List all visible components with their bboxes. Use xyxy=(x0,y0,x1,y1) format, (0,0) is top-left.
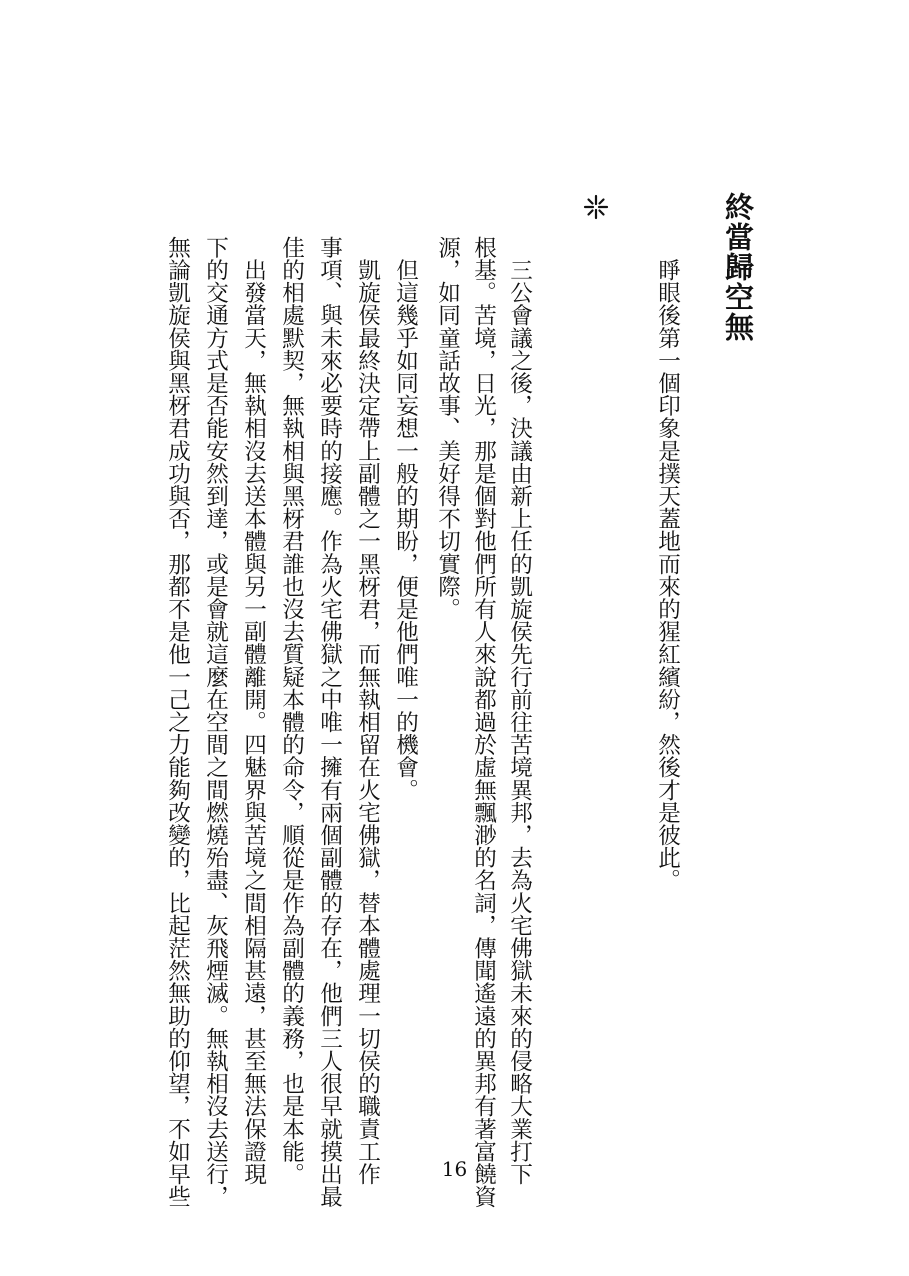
text-column: 睜眼後第一個印象是撲天蓋地而來的猩紅繽紛，然後才是彼此。 xyxy=(654,236,681,892)
text-column: 根基。苦境，日光，那是個對他們所有人來說都過於虛無飄渺的名詞，傳聞遙遠的異邦有著富饒資 xyxy=(470,236,497,1208)
text-column: 三公會議之後，決議由新上任的凱旋侯先行前往苦境異邦，去為火宅佛獄未來的侵略大業打下 xyxy=(506,236,533,1186)
page-number: 16 xyxy=(441,1157,468,1181)
text-column: 下的交通方式是否能安然到達，或是會就這麼在空間之間燃燒殆盡、灰飛煙滅。無執相沒去送行， xyxy=(202,236,229,1208)
text-column: 凱旋侯最終決定帶上副體之一黑枒君，而無執相留在火宅佛獄，替本體處理一切侯的職責工作 xyxy=(354,236,381,1186)
text-column: 佳的相處默契，無執相與黑枒君誰也沒去質疑本體的命令，順從是作為副體的義務，也是本能。 xyxy=(278,236,305,1186)
asterisk-ornament-icon xyxy=(582,193,610,221)
chapter-title: 終當歸空無 xyxy=(721,192,755,342)
text-column: 事項、與未來必要時的接應。作為火宅佛獄之中唯一擁有兩個副體的存在，他們三人很早就摸出最 xyxy=(316,236,343,1208)
text-column: 源，如同童話故事、美好得不切實際。 xyxy=(434,236,461,621)
text-column: 無論凱旋侯與黑枒君成功與否，那都不是他一己之力能夠改變的，比起茫然無助的仰望，不如早些 xyxy=(164,236,191,1208)
text-column: 但這幾乎如同妄想一般的期盼，便是他們唯一的機會。 xyxy=(392,236,419,801)
text-column: 出發當天，無執相沒去送本體與另一副體離開。四魅界與苦境之間相隔甚遠，甚至無法保證現 xyxy=(240,236,267,1186)
